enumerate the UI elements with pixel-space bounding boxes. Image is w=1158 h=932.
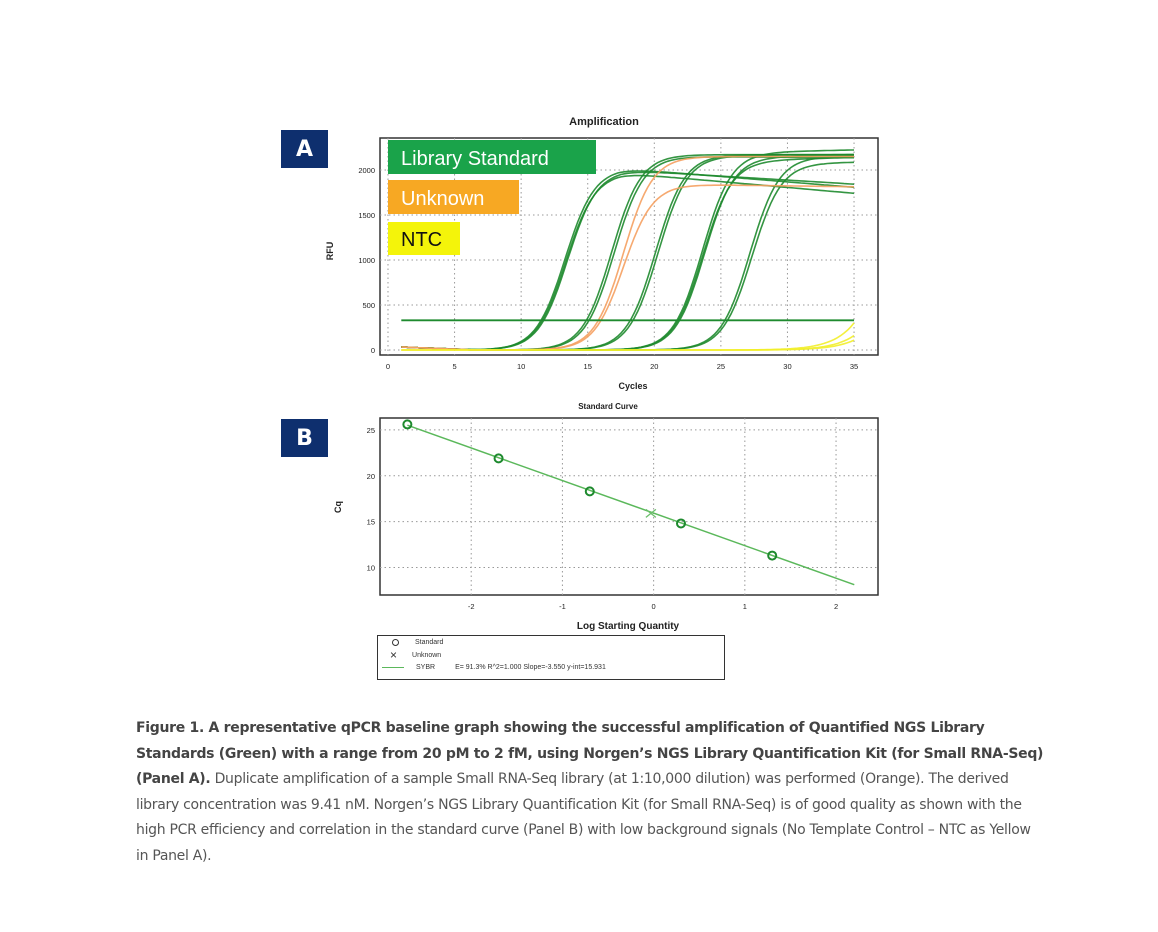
- x-tick-label: 10: [516, 362, 526, 371]
- x-tick-label: 25: [716, 362, 726, 371]
- panel-a-label: A: [281, 130, 328, 168]
- standard-curve-chart: [330, 400, 890, 635]
- x-tick-label: -1: [559, 602, 566, 611]
- chart-title: Standard Curve: [578, 402, 638, 411]
- x-tick-label: 0: [651, 602, 656, 611]
- y-axis-label: Cq: [333, 501, 343, 513]
- y-tick-label: 25: [366, 425, 375, 435]
- legend-library-standard: [388, 140, 596, 174]
- legend-standard: Standard: [415, 639, 444, 646]
- plot-frame: [380, 418, 878, 595]
- x-tick-label: -2: [467, 602, 475, 611]
- figure-caption: [136, 716, 1046, 869]
- x-tick-label: 35: [849, 362, 859, 371]
- x-tick-label: 20: [650, 362, 659, 371]
- chart-title: Amplification: [569, 116, 639, 128]
- y-tick-label: 2000: [358, 165, 375, 175]
- circle-marker-icon: [392, 639, 399, 646]
- legend-label: Unknown: [401, 188, 485, 210]
- y-tick-label: 15: [366, 517, 375, 527]
- x-tick-label: 2: [833, 602, 839, 611]
- legend-unknown: Unknown: [412, 651, 442, 659]
- caption-bold: Figure 1. A representative qPCR baseline graph showing the successful amplification of Quantified NGS Library Standards (Green) with a range from 20 pM to 2 fM, using Norgen’s NGS Library Quantification Kit (for Small RNA-Seq) (Panel A).: [136, 720, 1044, 787]
- y-tick-label: 20: [366, 471, 375, 481]
- standard-curve-legend: [377, 635, 725, 680]
- legend-unknown: [388, 180, 519, 214]
- y-tick-label: 500: [362, 301, 375, 311]
- caption-text: Duplicate amplification of a sample Small RNA-Seq library (at 1:10,000 dilution) was performed (Orange). The derived library concentration was 9.41 nM. Norgen’s NGS Library Quantification Kit (for Small RNA-Seq) is of good quality as shown with the high PCR efficiency and correlation in the standard curve (Panel B) with low background signals (No Template Control – NTC as Yellow in Panel A).: [136, 771, 1031, 864]
- x-tick-label: 1: [742, 602, 747, 611]
- y-tick-label: 1000: [358, 256, 375, 266]
- x-tick-label: 0: [385, 362, 391, 371]
- x-marker-icon: ×: [390, 648, 398, 662]
- legend-fit-stats: E= 91.3% R^2=1.000 Slope=-3.550 y-int=15.931: [455, 664, 606, 671]
- legend-label: Library Standard: [401, 148, 549, 170]
- y-axis-label: RFU: [325, 241, 335, 261]
- x-tick-label: 5: [452, 362, 457, 371]
- legend-ntc: [388, 222, 460, 255]
- y-tick-label: 10: [366, 563, 375, 573]
- panel-b-label: B: [281, 419, 328, 457]
- y-tick-label: 0: [370, 346, 375, 356]
- x-axis-label: Cycles: [618, 381, 648, 391]
- legend-fit-name: SYBR: [416, 664, 436, 671]
- x-tick-label: 30: [783, 362, 792, 371]
- y-tick-label: 1500: [358, 210, 375, 220]
- amplification-chart: [325, 110, 890, 400]
- x-axis-label: Log Starting Quantity: [576, 621, 680, 632]
- x-tick-label: 15: [583, 362, 592, 371]
- legend-label: NTC: [401, 229, 443, 251]
- fit-line-icon: [382, 667, 404, 669]
